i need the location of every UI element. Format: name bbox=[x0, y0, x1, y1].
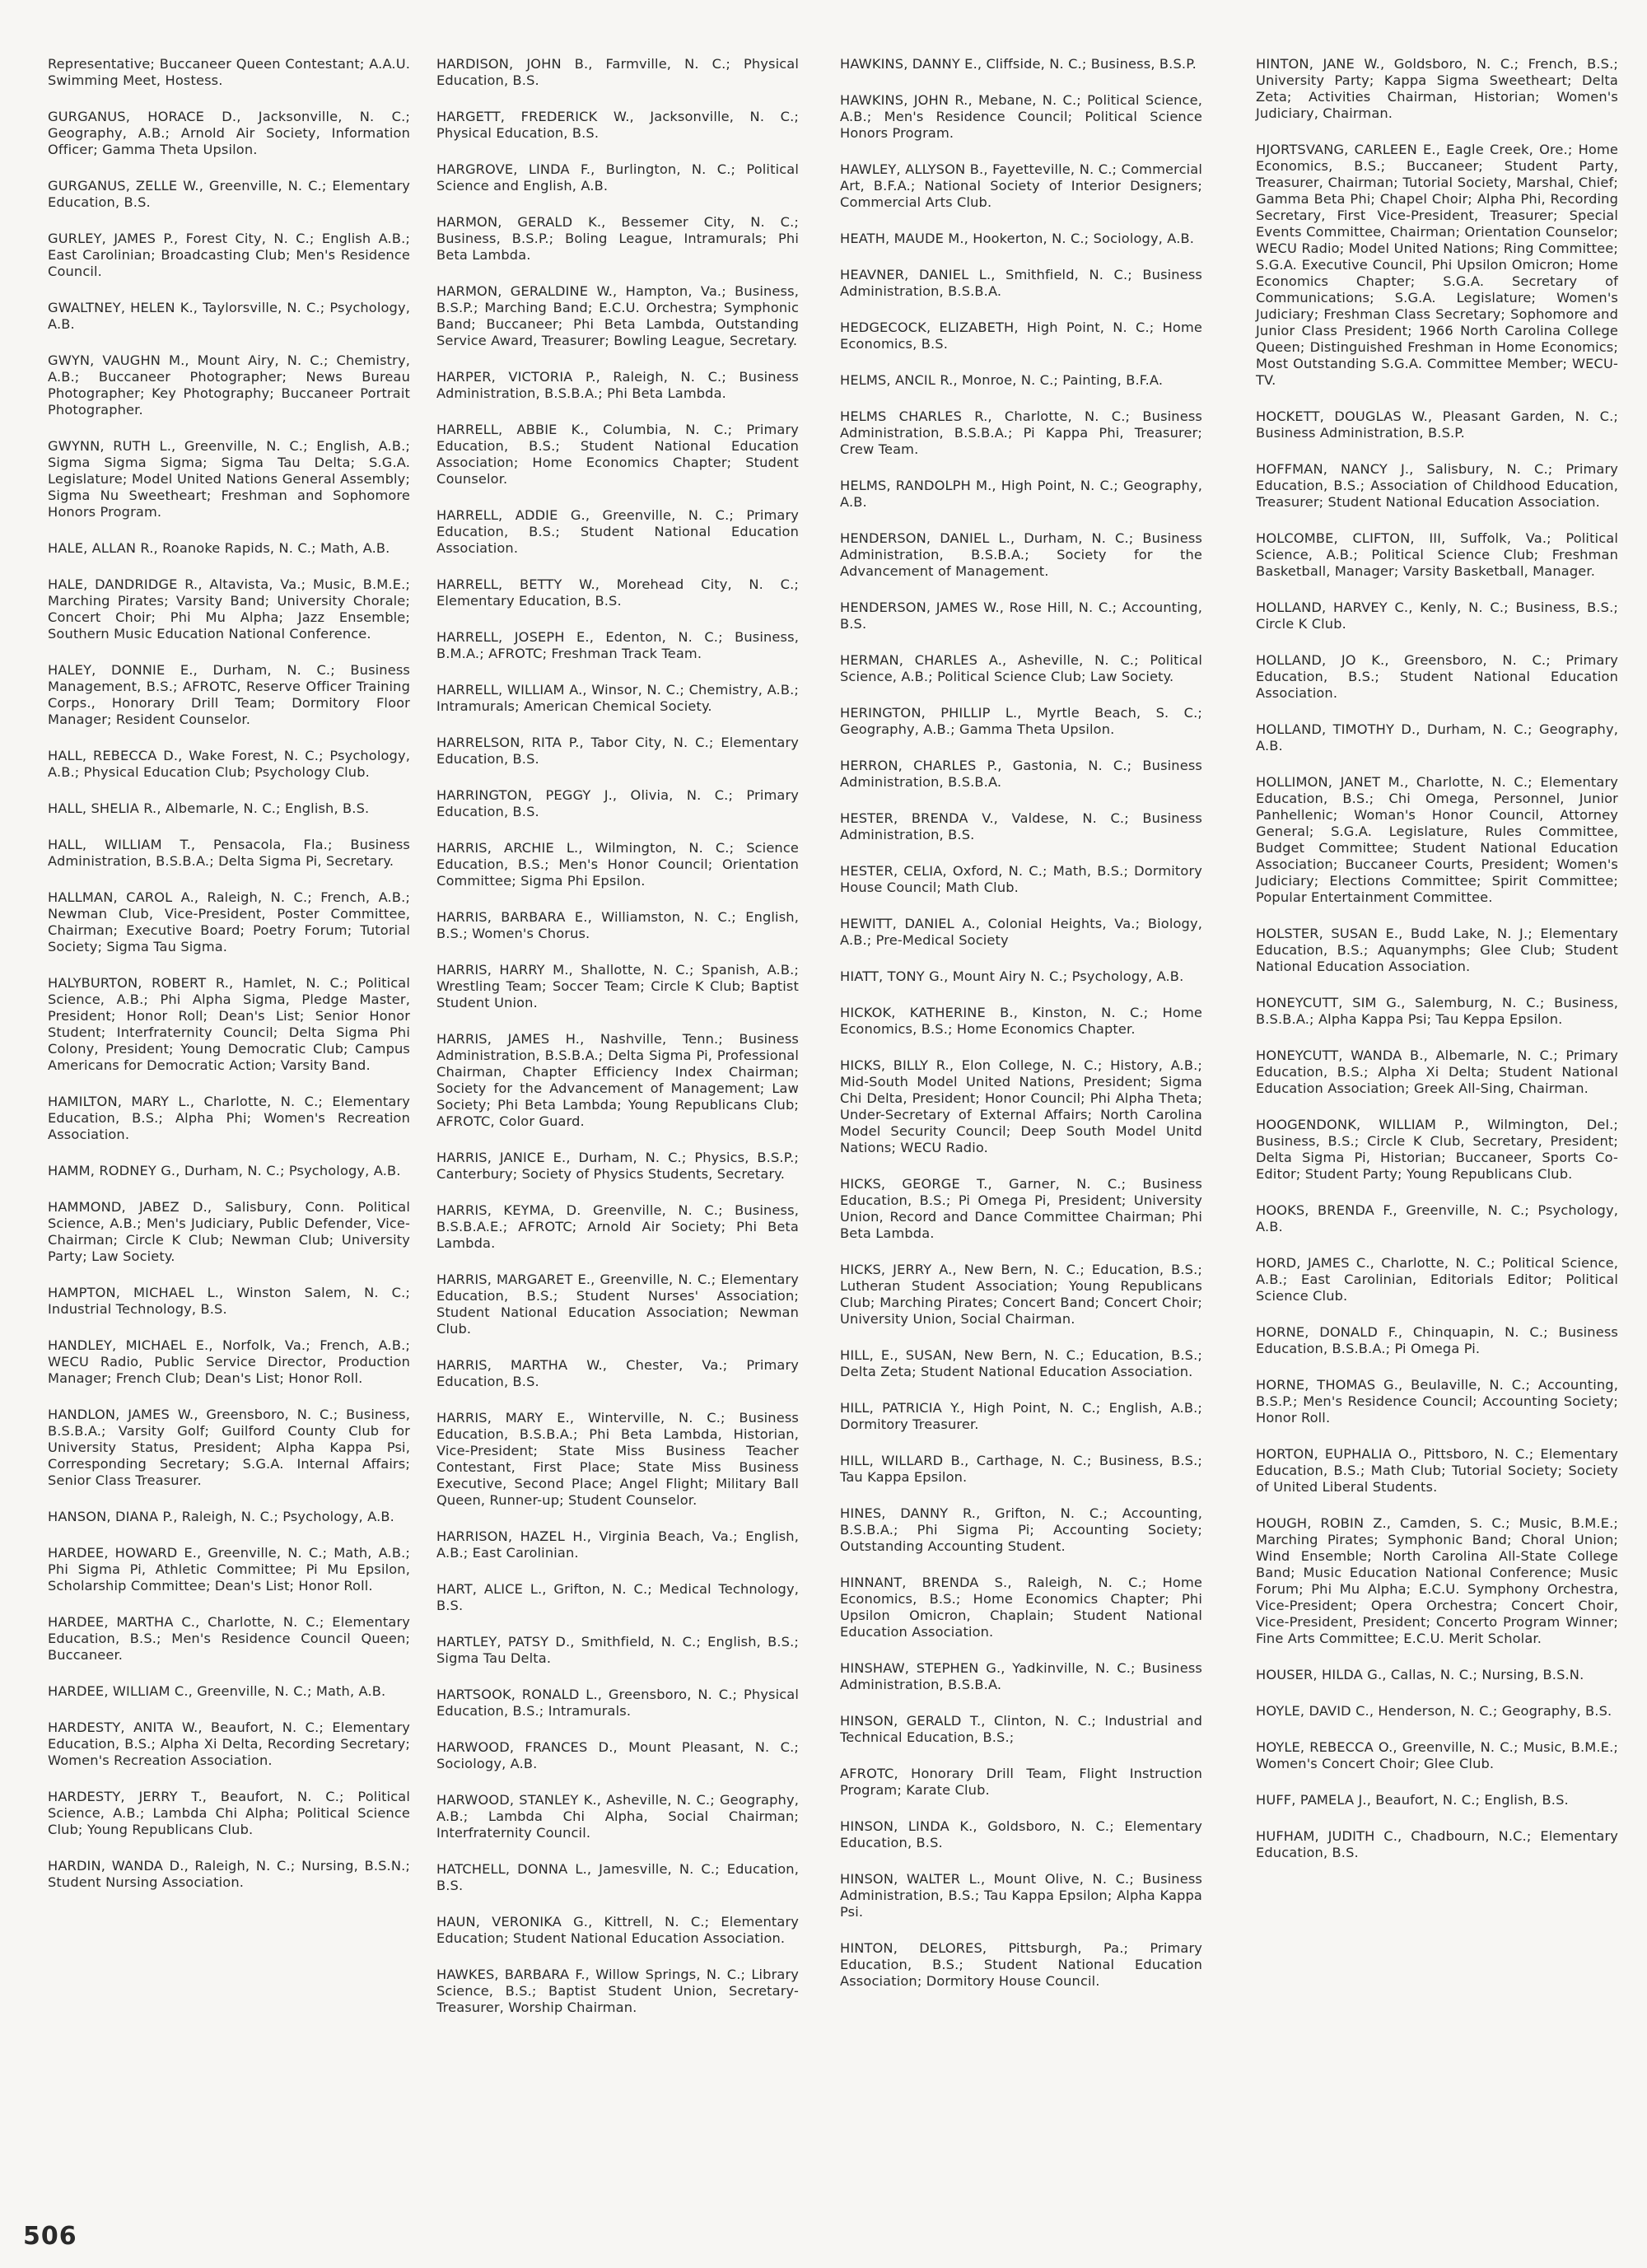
directory-entry: HILL, PATRICIA Y., High Point, N. C.; English, A.B.; Dormitory Treasurer. bbox=[840, 1400, 1202, 1432]
directory-entry: HARWOOD, FRANCES D., Mount Pleasant, N. C.; Sociology, A.B. bbox=[436, 1739, 799, 1771]
directory-entry: HAWKES, BARBARA F., Willow Springs, N. C.; Library Science, B.S.; Baptist Student Union, Secretary-Treasurer, Worship Chairman. bbox=[436, 1967, 799, 2015]
directory-entry: HINSON, GERALD T., Clinton, N. C.; Industrial and Technical Education, B.S.; bbox=[840, 1713, 1202, 1745]
directory-entry: HIATT, TONY G., Mount Airy N. C.; Psychology, A.B. bbox=[840, 968, 1184, 984]
directory-entry: HARDESTY, JERRY T., Beaufort, N. C.; Political Science, A.B.; Lambda Chi Alpha; Political Science Club; Young Republicans Club. bbox=[48, 1789, 410, 1837]
directory-entry: HOYLE, REBECCA O., Greenville, N. C.; Music, B.M.E.; Women's Concert Choir; Glee Club. bbox=[1256, 1739, 1618, 1771]
directory-entry: HARWOOD, STANLEY K., Asheville, N. C.; Geography, A.B.; Lambda Chi Alpha, Social Chairman; Interfraternity Council. bbox=[436, 1792, 799, 1841]
directory-entry: HORD, JAMES C., Charlotte, N. C.; Political Science, A.B.; East Carolinian, Editorials Editor; Political Science Club. bbox=[1256, 1255, 1618, 1304]
directory-entry: HOLLAND, HARVEY C., Kenly, N. C.; Business, B.S.; Circle K Club. bbox=[1256, 600, 1618, 632]
directory-entry: HALL, WILLIAM T., Pensacola, Fla.; Business Administration, B.S.B.A.; Delta Sigma Pi, Secretary. bbox=[48, 837, 410, 869]
column-1 bbox=[48, 56, 410, 1911]
directory-entry: HOLCOMBE, CLIFTON, III, Suffolk, Va.; Political Science, A.B.; Political Science Club; Freshman Basketball, Manager; Varsity Basketball, Manager. bbox=[1256, 530, 1618, 579]
directory-entry: HARDESTY, ANITA W., Beaufort, N. C.; Elementary Education, B.S.; Alpha Xi Delta, Recording Secretary; Women's Recreation Association. bbox=[48, 1720, 410, 1768]
directory-entry: GURGANUS, HORACE D., Jacksonville, N. C.; Geography, A.B.; Arnold Air Society, Information Officer; Gamma Theta Upsilon. bbox=[48, 109, 410, 157]
directory-entry: HERMAN, CHARLES A., Asheville, N. C.; Political Science, A.B.; Political Science Club; Law Society. bbox=[840, 652, 1202, 684]
directory-entry: HARRIS, MARGARET E., Greenville, N. C.; Elementary Education, B.S.; Student Nurses' Association; Student National Education Association; Newman Club. bbox=[436, 1272, 799, 1337]
directory-entry: HOLLAND, JO K., Greensboro, N. C.; Primary Education, B.S.; Student National Education Association. bbox=[1256, 652, 1618, 701]
column-4 bbox=[1256, 56, 1618, 1881]
directory-entry: HARRISON, HAZEL H., Virginia Beach, Va.; English, A.B.; East Carolinian. bbox=[436, 1528, 799, 1561]
directory-entry: HOUGH, ROBIN Z., Camden, S. C.; Music, B.M.E.; Marching Pirates; Symphonic Band; Choral Union; Wind Ensemble; North Carolina All-State College Band; Music Education National Conference; Music Forum; Phi Mu Alpha; E.C.U. Symphony Orchestra, Vice-President; Opera Orchestra; Concert Choir, Vice-President, President; Concerto Program Winner; Fine Arts Committee; E.C.U. Merit Scholar. bbox=[1256, 1515, 1618, 1646]
directory-entry: GWYN, VAUGHN M., Mount Airy, N. C.; Chemistry, A.B.; Buccaneer Photographer; News Bureau Photographer; Key Photography; Buccaneer Portrait Photographer. bbox=[48, 352, 410, 418]
column-2 bbox=[436, 56, 799, 2036]
directory-entry: HICKOK, KATHERINE B., Kinston, N. C.; Home Economics, B.S.; Home Economics Chapter. bbox=[840, 1005, 1202, 1037]
directory-entry: HELMS, ANCIL R., Monroe, N. C.; Painting, B.F.A. bbox=[840, 372, 1164, 388]
directory-entry: HALE, DANDRIDGE R., Altavista, Va.; Music, B.M.E.; Marching Pirates; Varsity Band; University Chorale; Concert Choir; Phi Mu Alpha; Jazz Ensemble; Southern Music Education National Conference. bbox=[48, 576, 410, 642]
directory-entry: HALL, SHELIA R., Albemarle, N. C.; English, B.S. bbox=[48, 800, 370, 816]
directory-entry: HONEYCUTT, SIM G., Salemburg, N. C.; Business, B.S.B.A.; Alpha Kappa Psi; Tau Keppa Epsilon. bbox=[1256, 995, 1618, 1027]
directory-entry: HENDERSON, JAMES W., Rose Hill, N. C.; Accounting, B.S. bbox=[840, 600, 1202, 632]
page-number: 506 bbox=[23, 2222, 77, 2251]
directory-entry: HINSON, LINDA K., Goldsboro, N. C.; Elementary Education, B.S. bbox=[840, 1818, 1202, 1850]
directory-entry: HARTLEY, PATSY D., Smithfield, N. C.; English, B.S.; Sigma Tau Delta. bbox=[436, 1634, 799, 1666]
directory-entry: HARRIS, KEYMA, D. Greenville, N. C.; Business, B.S.B.A.E.; AFROTC; Arnold Air Society; Phi Beta Lambda. bbox=[436, 1202, 799, 1251]
directory-entry: HARRIS, JANICE E., Durham, N. C.; Physics, B.S.P.; Canterbury; Society of Physics Students, Secretary. bbox=[436, 1150, 799, 1182]
directory-entry: HARRIS, HARRY M., Shallotte, N. C.; Spanish, A.B.; Wrestling Team; Soccer Team; Circle K Club; Baptist Student Union. bbox=[436, 962, 799, 1010]
directory-entry: HORTON, EUPHALIA O., Pittsboro, N. C.; Elementary Education, B.S.; Math Club; Tutorial Society; Society of United Liberal Students. bbox=[1256, 1446, 1618, 1495]
directory-entry: HORNE, DONALD F., Chinquapin, N. C.; Business Education, B.S.B.A.; Pi Omega Pi. bbox=[1256, 1324, 1618, 1356]
directory-entry: HARRINGTON, PEGGY J., Olivia, N. C.; Primary Education, B.S. bbox=[436, 787, 799, 819]
directory-entry: HARDIN, WANDA D., Raleigh, N. C.; Nursing, B.S.N.; Student Nursing Association. bbox=[48, 1858, 410, 1890]
directory-entry: HALLMAN, CAROL A., Raleigh, N. C.; French, A.B.; Newman Club, Vice-President, Poster Committee, Chairman; Executive Board; Poetry Forum; Tutorial Society; Sigma Tau Sigma. bbox=[48, 889, 410, 954]
directory-entry: HARPER, VICTORIA P., Raleigh, N. C.; Business Administration, B.S.B.A.; Phi Beta Lambda. bbox=[436, 369, 799, 401]
directory-entry: HAMPTON, MICHAEL L., Winston Salem, N. C.; Industrial Technology, B.S. bbox=[48, 1285, 410, 1317]
directory-entry: HINTON, JANE W., Goldsboro, N. C.; French, B.S.; University Party; Kappa Sigma Sweetheart; Delta Zeta; Activities Chairman, Historian; Women's Judiciary, Chairman. bbox=[1256, 56, 1618, 121]
directory-entry: HAUN, VERONIKA G., Kittrell, N. C.; Elementary Education; Student National Education Association. bbox=[436, 1914, 799, 1946]
directory-entry: HINNANT, BRENDA S., Raleigh, N. C.; Home Economics, B.S.; Home Economics Chapter; Phi Upsilon Omicron, Chaplain; Student National Education Association. bbox=[840, 1575, 1202, 1640]
directory-entry: HARMON, GERALD K., Bessemer City, N. C.; Business, B.S.P.; Boling League, Intramurals; Phi Beta Lambda. bbox=[436, 214, 799, 263]
directory-entry: HOOGENDONK, WILLIAM P., Wilmington, Del.; Business, B.S.; Circle K Club, Secretary, President; Delta Sigma Pi, Historian; Buccaneer, Sports Co-Editor; Student Party; Young Republicans Club. bbox=[1256, 1117, 1618, 1182]
directory-entry: HOLLAND, TIMOTHY D., Durham, N. C.; Geography, A.B. bbox=[1256, 721, 1618, 754]
directory-entry: HOLLIMON, JANET M., Charlotte, N. C.; Elementary Education, B.S.; Chi Omega, Personnel, Junior Panhellenic; Woman's Honor Council, Attorney General; S.G.A. Legislature, Rules Committee, Budget Committee; Student National Education Association; Buccaneer Courts, President; Women's Judiciary; Elections Committee; Spirit Committee; Popular Entertainment Committee. bbox=[1256, 774, 1618, 905]
directory-entry: HOYLE, DAVID C., Henderson, N. C.; Geography, B.S. bbox=[1256, 1703, 1612, 1719]
directory-entry: HINTON, DELORES, Pittsburgh, Pa.; Primary Education, B.S.; Student National Education Association; Dormitory House Council. bbox=[840, 1940, 1202, 1989]
directory-entry: HARRELL, JOSEPH E., Edenton, N. C.; Business, B.M.A.; AFROTC; Freshman Track Team. bbox=[436, 629, 799, 661]
directory-entry: HINSHAW, STEPHEN G., Yadkinville, N. C.; Business Administration, B.S.B.A. bbox=[840, 1660, 1202, 1692]
directory-entry: HARDISON, JOHN B., Farmville, N. C.; Physical Education, B.S. bbox=[436, 56, 799, 88]
directory-entry: HARRELL, ADDIE G., Greenville, N. C.; Primary Education, B.S.; Student National Education Association. bbox=[436, 507, 799, 556]
directory-entry: HESTER, CELIA, Oxford, N. C.; Math, B.S.; Dormitory House Council; Math Club. bbox=[840, 863, 1202, 895]
directory-entry: HEATH, MAUDE M., Hookerton, N. C.; Sociology, A.B. bbox=[840, 231, 1195, 246]
directory-entry: HAWLEY, ALLYSON B., Fayetteville, N. C.; Commercial Art, B.F.A.; National Society of Interior Designers; Commercial Arts Club. bbox=[840, 161, 1202, 210]
directory-entry: HOFFMAN, NANCY J., Salisbury, N. C.; Primary Education, B.S.; Association of Childhood Education, Treasurer; Student National Education Association. bbox=[1256, 461, 1618, 510]
directory-entry: HEWITT, DANIEL A., Colonial Heights, Va.; Biology, A.B.; Pre-Medical Society bbox=[840, 916, 1202, 948]
directory-entry: HONEYCUTT, WANDA B., Albemarle, N. C.; Primary Education, B.S.; Alpha Xi Delta; Student National Education Association; Greek All-Sing, Chairman. bbox=[1256, 1048, 1618, 1096]
directory-entry: HICKS, JERRY A., New Bern, N. C.; Education, B.S.; Lutheran Student Association; Young Republicans Club; Marching Pirates; Concert Band; Concert Choir; University Union, Social Chairman. bbox=[840, 1262, 1202, 1327]
directory-entry: HAMM, RODNEY G., Durham, N. C.; Psychology, A.B. bbox=[48, 1163, 401, 1178]
directory-entry: HARGROVE, LINDA F., Burlington, N. C.; Political Science and English, A.B. bbox=[436, 161, 799, 194]
directory-entry: HAMMOND, JABEZ D., Salisbury, Conn. Political Science, A.B.; Men's Judiciary, Public Defender, Vice-Chairman; Circle K Club; Newman Club; University Party; Law Society. bbox=[48, 1199, 410, 1264]
directory-entry: HERINGTON, PHILLIP L., Myrtle Beach, S. C.; Geography, A.B.; Gamma Theta Upsilon. bbox=[840, 705, 1202, 737]
directory-entry: HJORTSVANG, CARLEEN E., Eagle Creek, Ore.; Home Economics, B.S.; Buccaneer; Student Party, Treasurer, Chairman; Tutorial Society, Marshal, Chief; Gamma Beta Phi; Chapel Choir; Alpha Phi, Recording Secretary, First Vice-President, Treasurer; Special Events Committee, Chairman; Orientation Counselor; WECU Radio; Model United Nations; Ring Committee; S.G.A. Executive Council, Phi Upsilon Omicron; Home Economics Chapter; S.G.A. Secretary of Communications; S.G.A. Legislature; Women's Judiciary; Freshman Class Secretary; Sophomore and Junior Class President; 1966 North Carolina College Queen; Distinguished Freshman in Home Economics; Most Outstanding S.G.A. Committee Member; WECU-TV. bbox=[1256, 142, 1618, 388]
directory-entry: HARRELL, WILLIAM A., Winsor, N. C.; Chemistry, A.B.; Intramurals; American Chemical Society. bbox=[436, 682, 799, 714]
directory-entry: GURGANUS, ZELLE W., Greenville, N. C.; Elementary Education, B.S. bbox=[48, 178, 410, 210]
directory-entry: HEDGECOCK, ELIZABETH, High Point, N. C.; Home Economics, B.S. bbox=[840, 320, 1202, 352]
directory-entry: HARDEE, WILLIAM C., Greenville, N. C.; Math, A.B. bbox=[48, 1683, 386, 1699]
directory-entry: HILL, WILLARD B., Carthage, N. C.; Business, B.S.; Tau Kappa Epsilon. bbox=[840, 1453, 1202, 1485]
column-3 bbox=[840, 56, 1202, 2009]
directory-entry: HALYBURTON, ROBERT R., Hamlet, N. C.; Political Science, A.B.; Phi Alpha Sigma, Pledge Master, President; Honor Roll; Dean's List; Senior Honor Student; Interfraternity Council; Delta Sigma Phi Colony, President; Young Democratic Club; Campus Americans for Democratic Action; Varsity Band. bbox=[48, 975, 410, 1073]
directory-entry: HARRIS, BARBARA E., Williamston, N. C.; English, B.S.; Women's Chorus. bbox=[436, 909, 799, 941]
directory-entry: HARRELL, ABBIE K., Columbia, N. C.; Primary Education, B.S.; Student National Education Association; Home Economics Chapter; Student Counselor. bbox=[436, 422, 799, 487]
directory-entry: HELMS, RANDOLPH M., High Point, N. C.; Geography, A.B. bbox=[840, 478, 1202, 510]
directory-entry: HARRIS, ARCHIE L., Wilmington, N. C.; Science Education, B.S.; Men's Honor Council; Orientation Committee; Sigma Phi Epsilon. bbox=[436, 840, 799, 889]
directory-entry: HICKS, GEORGE T., Garner, N. C.; Business Education, B.S.; Pi Omega Pi, President; University Union, Record and Dance Committee Chairman; Phi Beta Lambda. bbox=[840, 1176, 1202, 1241]
directory-entry: HARRELL, BETTY W., Morehead City, N. C.; Elementary Education, B.S. bbox=[436, 576, 799, 609]
directory-entry: HOCKETT, DOUGLAS W., Pleasant Garden, N. C.; Business Administration, B.S.P. bbox=[1256, 408, 1618, 441]
directory-entry: HOUSER, HILDA G., Callas, N. C.; Nursing, B.S.N. bbox=[1256, 1667, 1584, 1682]
directory-entry: HARTSOOK, RONALD L., Greensboro, N. C.; Physical Education, B.S.; Intramurals. bbox=[436, 1687, 799, 1719]
directory-entry: HAWKINS, DANNY E., Cliffside, N. C.; Business, B.S.P. bbox=[840, 56, 1197, 72]
directory-entry: HARGETT, FREDERICK W., Jacksonville, N. C.; Physical Education, B.S. bbox=[436, 109, 799, 141]
directory-entry: HESTER, BRENDA V., Valdese, N. C.; Business Administration, B.S. bbox=[840, 810, 1202, 842]
directory-entry: HARDEE, HOWARD E., Greenville, N. C.; Math, A.B.; Phi Sigma Pi, Athletic Committee; Pi Mu Epsilon, Scholarship Committee; Dean's List; Honor Roll. bbox=[48, 1545, 410, 1594]
directory-entry: HATCHELL, DONNA L., Jamesville, N. C.; Education, B.S. bbox=[436, 1861, 799, 1893]
directory-entry: GURLEY, JAMES P., Forest City, N. C.; English A.B.; East Carolinian; Broadcasting Club; Men's Residence Council. bbox=[48, 231, 410, 279]
directory-entry: HOLSTER, SUSAN E., Budd Lake, N. J.; Elementary Education, B.S.; Aquanymphs; Glee Club; Student National Education Association. bbox=[1256, 926, 1618, 974]
directory-entry: HANDLEY, MICHAEL E., Norfolk, Va.; French, A.B.; WECU Radio, Public Service Director, Production Manager; French Club; Dean's List; Honor Roll. bbox=[48, 1337, 410, 1386]
directory-entry: HALL, REBECCA D., Wake Forest, N. C.; Psychology, A.B.; Physical Education Club; Psychology Club. bbox=[48, 748, 410, 780]
directory-entry: HICKS, BILLY R., Elon College, N. C.; History, A.B.; Mid-South Model United Nations, President; Sigma Chi Delta, President; Honor Council; Phi Alpha Theta; Under-Secretary of External Affairs; North Carolina Model Security Council; Deep South Model Unitd Nations; WECU Radio. bbox=[840, 1057, 1202, 1155]
directory-entry: HERRON, CHARLES P., Gastonia, N. C.; Business Administration, B.S.B.A. bbox=[840, 758, 1202, 790]
directory-entry: HALEY, DONNIE E., Durham, N. C.; Business Management, B.S.; AFROTC, Reserve Officer Training Corps., Honorary Drill Team; Dormitory Floor Manager; Resident Counselor. bbox=[48, 662, 410, 727]
directory-entry: Representative; Buccaneer Queen Contestant; A.A.U. Swimming Meet, Hostess. bbox=[48, 56, 410, 88]
directory-entry: HUFHAM, JUDITH C., Chadbourn, N.C.; Elementary Education, B.S. bbox=[1256, 1828, 1618, 1860]
directory-entry: HARRIS, MARY E., Winterville, N. C.; Business Education, B.S.B.A.; Phi Beta Lambda, Historian, Vice-President; State Miss Business Teacher Contestant, First Place; State Miss Business Executive, Second Place; Angel Flight; Military Ball Queen, Runner-up; Student Counselor. bbox=[436, 1410, 799, 1508]
directory-entry: HARRIS, JAMES H., Nashville, Tenn.; Business Administration, B.S.B.A.; Delta Sigma Pi, Professional Chairman, Chapter Efficiency Index Chairman; Society for the Advancement of Management; Law Society; Phi Beta Lambda; Young Republicans Club; AFROTC, Color Guard. bbox=[436, 1031, 799, 1129]
directory-entry: HARRELSON, RITA P., Tabor City, N. C.; Elementary Education, B.S. bbox=[436, 735, 799, 767]
directory-entry: HEAVNER, DANIEL L., Smithfield, N. C.; Business Administration, B.S.B.A. bbox=[840, 267, 1202, 299]
directory-entry: HARRIS, MARTHA W., Chester, Va.; Primary Education, B.S. bbox=[436, 1357, 799, 1389]
directory-entry: HAWKINS, JOHN R., Mebane, N. C.; Political Science, A.B.; Men's Residence Council; Political Science Honors Program. bbox=[840, 92, 1202, 141]
directory-entry: GWYNN, RUTH L., Greenville, N. C.; English, A.B.; Sigma Sigma Sigma; Sigma Tau Delta; S.G.A. Legislature; Model United Nations General Assembly; Sigma Nu Sweetheart; Freshman and Sophomore Honors Program. bbox=[48, 438, 410, 520]
directory-entry: HUFF, PAMELA J., Beaufort, N. C.; English, B.S. bbox=[1256, 1792, 1569, 1808]
directory-entry: GWALTNEY, HELEN K., Taylorsville, N. C.; Psychology, A.B. bbox=[48, 300, 410, 332]
directory-entry: HAMILTON, MARY L., Charlotte, N. C.; Elementary Education, B.S.; Alpha Phi; Women's Recreation Association. bbox=[48, 1094, 410, 1142]
directory-entry: AFROTC, Honorary Drill Team, Flight Instruction Program; Karate Club. bbox=[840, 1766, 1202, 1798]
directory-entry: HANDLON, JAMES W., Greensboro, N. C.; Business, B.S.B.A.; Varsity Golf; Guilford County Club for University Status, President; Alpha Kappa Psi, Corresponding Secretary; S.G.A. Internal Affairs; Senior Class Treasurer. bbox=[48, 1407, 410, 1488]
directory-entry: HILL, E., SUSAN, New Bern, N. C.; Education, B.S.; Delta Zeta; Student National Education Association. bbox=[840, 1347, 1202, 1379]
directory-entry: HINSON, WALTER L., Mount Olive, N. C.; Business Administration, B.S.; Tau Kappa Epsilon; Alpha Kappa Psi. bbox=[840, 1871, 1202, 1920]
directory-entry: HANSON, DIANA P., Raleigh, N. C.; Psychology, A.B. bbox=[48, 1509, 394, 1524]
directory-entry: HALE, ALLAN R., Roanoke Rapids, N. C.; Math, A.B. bbox=[48, 540, 390, 556]
directory-entry: HOOKS, BRENDA F., Greenville, N. C.; Psychology, A.B. bbox=[1256, 1202, 1618, 1234]
directory-entry: HENDERSON, DANIEL L., Durham, N. C.; Business Administration, B.S.B.A.; Society for the Advancement of Management. bbox=[840, 530, 1202, 579]
directory-entry: HINES, DANNY R., Grifton, N. C.; Accounting, B.S.B.A.; Phi Sigma Pi; Accounting Society; Outstanding Accounting Student. bbox=[840, 1505, 1202, 1554]
directory-entry: HARMON, GERALDINE W., Hampton, Va.; Business, B.S.P.; Marching Band; E.C.U. Orchestra; Symphonic Band; Buccaneer; Phi Beta Lambda, Outstanding Service Award, Treasurer; Bowling League, Secretary. bbox=[436, 283, 799, 348]
directory-entry: HORNE, THOMAS G., Beulaville, N. C.; Accounting, B.S.P.; Men's Residence Council; Accounting Society; Honor Roll. bbox=[1256, 1377, 1618, 1426]
directory-entry: HART, ALICE L., Grifton, N. C.; Medical Technology, B.S. bbox=[436, 1581, 799, 1613]
directory-entry: HARDEE, MARTHA C., Charlotte, N. C.; Elementary Education, B.S.; Men's Residence Council Queen; Buccaneer. bbox=[48, 1614, 410, 1663]
directory-entry: HELMS CHARLES R., Charlotte, N. C.; Business Administration, B.S.B.A.; Pi Kappa Phi, Treasurer; Crew Team. bbox=[840, 408, 1202, 457]
